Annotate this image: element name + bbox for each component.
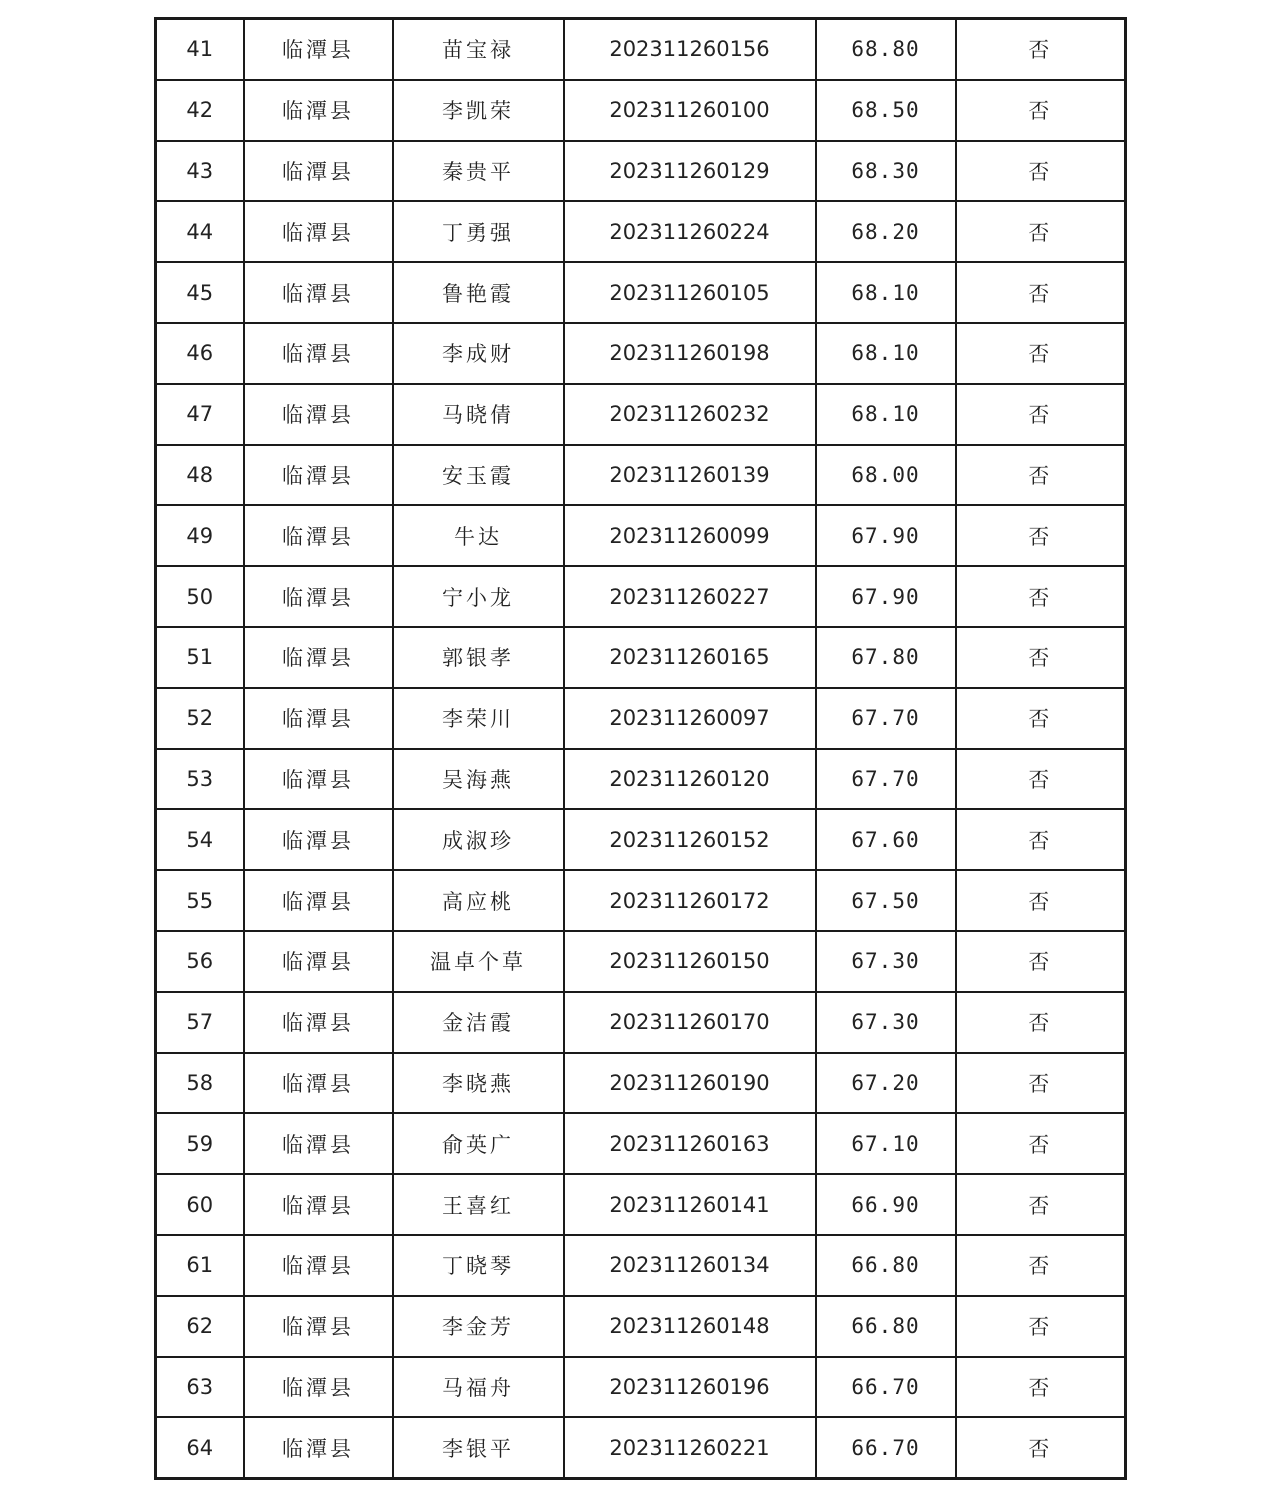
table-row — [156, 1235, 1126, 1296]
exam-id-cell: 202311260196 — [564, 1357, 816, 1418]
table-row — [156, 1357, 1126, 1418]
exam-id-cell: 202311260170 — [564, 992, 816, 1053]
candidate-name-cell: 李银平 — [393, 1417, 564, 1478]
table-row — [156, 688, 1126, 749]
status-cell: 否 — [956, 384, 1126, 445]
status-cell: 否 — [956, 566, 1126, 627]
exam-id-cell: 202311260129 — [564, 141, 816, 202]
county-cell: 临潭县 — [244, 19, 393, 80]
row-number-cell: 51 — [156, 627, 244, 688]
status-cell: 否 — [956, 323, 1126, 384]
score-cell: 67.60 — [816, 809, 956, 870]
county-cell: 临潭县 — [244, 1417, 393, 1478]
table-row — [156, 931, 1126, 992]
score-cell: 67.70 — [816, 749, 956, 810]
county-cell: 临潭县 — [244, 323, 393, 384]
status-cell: 否 — [956, 931, 1126, 992]
score-cell: 66.80 — [816, 1296, 956, 1357]
candidate-name-cell: 温卓个草 — [393, 931, 564, 992]
exam-id-cell: 202311260221 — [564, 1417, 816, 1478]
score-cell: 67.90 — [816, 566, 956, 627]
candidate-name-cell: 马福舟 — [393, 1357, 564, 1418]
table-row — [156, 1113, 1126, 1174]
county-cell: 临潭县 — [244, 992, 393, 1053]
status-cell: 否 — [956, 870, 1126, 931]
score-cell: 67.90 — [816, 505, 956, 566]
status-cell: 否 — [956, 1053, 1126, 1114]
score-cell: 67.30 — [816, 992, 956, 1053]
score-cell: 68.20 — [816, 201, 956, 262]
row-number-cell: 47 — [156, 384, 244, 445]
table-row — [156, 505, 1126, 566]
exam-id-cell: 202311260139 — [564, 445, 816, 506]
score-cell: 67.30 — [816, 931, 956, 992]
county-cell: 临潭县 — [244, 1235, 393, 1296]
candidate-name-cell: 马晓倩 — [393, 384, 564, 445]
candidate-name-cell: 李晓燕 — [393, 1053, 564, 1114]
table-row — [156, 323, 1126, 384]
score-cell: 68.10 — [816, 262, 956, 323]
status-cell: 否 — [956, 141, 1126, 202]
county-cell: 临潭县 — [244, 931, 393, 992]
candidate-name-cell: 李金芳 — [393, 1296, 564, 1357]
results-table-body — [156, 19, 1126, 1479]
exam-id-cell: 202311260152 — [564, 809, 816, 870]
status-cell: 否 — [956, 809, 1126, 870]
score-cell: 68.30 — [816, 141, 956, 202]
score-cell: 68.10 — [816, 323, 956, 384]
candidate-name-cell: 李荣川 — [393, 688, 564, 749]
score-cell: 67.50 — [816, 870, 956, 931]
exam-id-cell: 202311260190 — [564, 1053, 816, 1114]
county-cell: 临潭县 — [244, 1053, 393, 1114]
county-cell: 临潭县 — [244, 80, 393, 141]
row-number-cell: 64 — [156, 1417, 244, 1478]
status-cell: 否 — [956, 505, 1126, 566]
county-cell: 临潭县 — [244, 141, 393, 202]
status-cell: 否 — [956, 992, 1126, 1053]
candidate-name-cell: 宁小龙 — [393, 566, 564, 627]
row-number-cell: 54 — [156, 809, 244, 870]
status-cell: 否 — [956, 262, 1126, 323]
table-row — [156, 1053, 1126, 1114]
candidate-name-cell: 李成财 — [393, 323, 564, 384]
status-cell: 否 — [956, 1113, 1126, 1174]
table-row — [156, 809, 1126, 870]
table-row — [156, 19, 1126, 80]
candidate-name-cell: 秦贵平 — [393, 141, 564, 202]
table-row — [156, 262, 1126, 323]
county-cell: 临潭县 — [244, 627, 393, 688]
county-cell: 临潭县 — [244, 1296, 393, 1357]
status-cell: 否 — [956, 19, 1126, 80]
row-number-cell: 50 — [156, 566, 244, 627]
exam-id-cell: 202311260141 — [564, 1174, 816, 1235]
county-cell: 临潭县 — [244, 1357, 393, 1418]
exam-id-cell: 202311260150 — [564, 931, 816, 992]
row-number-cell: 43 — [156, 141, 244, 202]
table-row — [156, 1296, 1126, 1357]
candidate-name-cell: 苗宝禄 — [393, 19, 564, 80]
county-cell: 临潭县 — [244, 870, 393, 931]
row-number-cell: 56 — [156, 931, 244, 992]
table-row — [156, 445, 1126, 506]
score-cell: 67.70 — [816, 688, 956, 749]
exam-id-cell: 202311260134 — [564, 1235, 816, 1296]
results-table — [154, 17, 1127, 1480]
status-cell: 否 — [956, 1235, 1126, 1296]
score-cell: 66.90 — [816, 1174, 956, 1235]
candidate-name-cell: 吴海燕 — [393, 749, 564, 810]
county-cell: 临潭县 — [244, 1113, 393, 1174]
score-cell: 67.80 — [816, 627, 956, 688]
table-row — [156, 1174, 1126, 1235]
score-cell: 67.20 — [816, 1053, 956, 1114]
exam-id-cell: 202311260120 — [564, 749, 816, 810]
table-row — [156, 566, 1126, 627]
candidate-name-cell: 丁晓琴 — [393, 1235, 564, 1296]
county-cell: 临潭县 — [244, 445, 393, 506]
exam-id-cell: 202311260156 — [564, 19, 816, 80]
score-cell: 68.50 — [816, 80, 956, 141]
status-cell: 否 — [956, 1417, 1126, 1478]
table-row — [156, 870, 1126, 931]
score-cell: 66.80 — [816, 1235, 956, 1296]
row-number-cell: 52 — [156, 688, 244, 749]
table-row — [156, 201, 1126, 262]
status-cell: 否 — [956, 1174, 1126, 1235]
county-cell: 临潭县 — [244, 809, 393, 870]
candidate-name-cell: 安玉霞 — [393, 445, 564, 506]
status-cell: 否 — [956, 445, 1126, 506]
exam-id-cell: 202311260165 — [564, 627, 816, 688]
row-number-cell: 46 — [156, 323, 244, 384]
county-cell: 临潭县 — [244, 262, 393, 323]
exam-id-cell: 202311260097 — [564, 688, 816, 749]
row-number-cell: 61 — [156, 1235, 244, 1296]
candidate-name-cell: 成淑珍 — [393, 809, 564, 870]
exam-id-cell: 202311260100 — [564, 80, 816, 141]
row-number-cell: 45 — [156, 262, 244, 323]
county-cell: 临潭县 — [244, 1174, 393, 1235]
score-cell: 68.10 — [816, 384, 956, 445]
exam-id-cell: 202311260198 — [564, 323, 816, 384]
exam-id-cell: 202311260224 — [564, 201, 816, 262]
score-cell: 66.70 — [816, 1357, 956, 1418]
county-cell: 临潭县 — [244, 201, 393, 262]
candidate-name-cell: 牛达 — [393, 505, 564, 566]
county-cell: 临潭县 — [244, 384, 393, 445]
row-number-cell: 60 — [156, 1174, 244, 1235]
status-cell: 否 — [956, 201, 1126, 262]
candidate-name-cell: 俞英广 — [393, 1113, 564, 1174]
table-row — [156, 141, 1126, 202]
row-number-cell: 62 — [156, 1296, 244, 1357]
status-cell: 否 — [956, 1296, 1126, 1357]
table-row — [156, 992, 1126, 1053]
score-cell: 68.80 — [816, 19, 956, 80]
row-number-cell: 63 — [156, 1357, 244, 1418]
score-cell: 68.00 — [816, 445, 956, 506]
exam-id-cell: 202311260148 — [564, 1296, 816, 1357]
county-cell: 临潭县 — [244, 566, 393, 627]
exam-id-cell: 202311260163 — [564, 1113, 816, 1174]
exam-id-cell: 202311260105 — [564, 262, 816, 323]
candidate-name-cell: 丁勇强 — [393, 201, 564, 262]
exam-id-cell: 202311260227 — [564, 566, 816, 627]
row-number-cell: 49 — [156, 505, 244, 566]
row-number-cell: 59 — [156, 1113, 244, 1174]
row-number-cell: 42 — [156, 80, 244, 141]
table-row — [156, 627, 1126, 688]
exam-id-cell: 202311260099 — [564, 505, 816, 566]
candidate-name-cell: 高应桃 — [393, 870, 564, 931]
status-cell: 否 — [956, 688, 1126, 749]
row-number-cell: 57 — [156, 992, 244, 1053]
table-row — [156, 1417, 1126, 1478]
status-cell: 否 — [956, 80, 1126, 141]
row-number-cell: 48 — [156, 445, 244, 506]
county-cell: 临潭县 — [244, 688, 393, 749]
row-number-cell: 44 — [156, 201, 244, 262]
row-number-cell: 55 — [156, 870, 244, 931]
table-row — [156, 384, 1126, 445]
row-number-cell: 53 — [156, 749, 244, 810]
row-number-cell: 58 — [156, 1053, 244, 1114]
status-cell: 否 — [956, 627, 1126, 688]
row-number-cell: 41 — [156, 19, 244, 80]
status-cell: 否 — [956, 749, 1126, 810]
table-row — [156, 749, 1126, 810]
candidate-name-cell: 金洁霞 — [393, 992, 564, 1053]
county-cell: 临潭县 — [244, 505, 393, 566]
score-cell: 66.70 — [816, 1417, 956, 1478]
candidate-name-cell: 李凯荣 — [393, 80, 564, 141]
county-cell: 临潭县 — [244, 749, 393, 810]
candidate-name-cell: 鲁艳霞 — [393, 262, 564, 323]
table-row — [156, 80, 1126, 141]
candidate-name-cell: 郭银孝 — [393, 627, 564, 688]
candidate-name-cell: 王喜红 — [393, 1174, 564, 1235]
score-cell: 67.10 — [816, 1113, 956, 1174]
status-cell: 否 — [956, 1357, 1126, 1418]
exam-id-cell: 202311260172 — [564, 870, 816, 931]
exam-id-cell: 202311260232 — [564, 384, 816, 445]
